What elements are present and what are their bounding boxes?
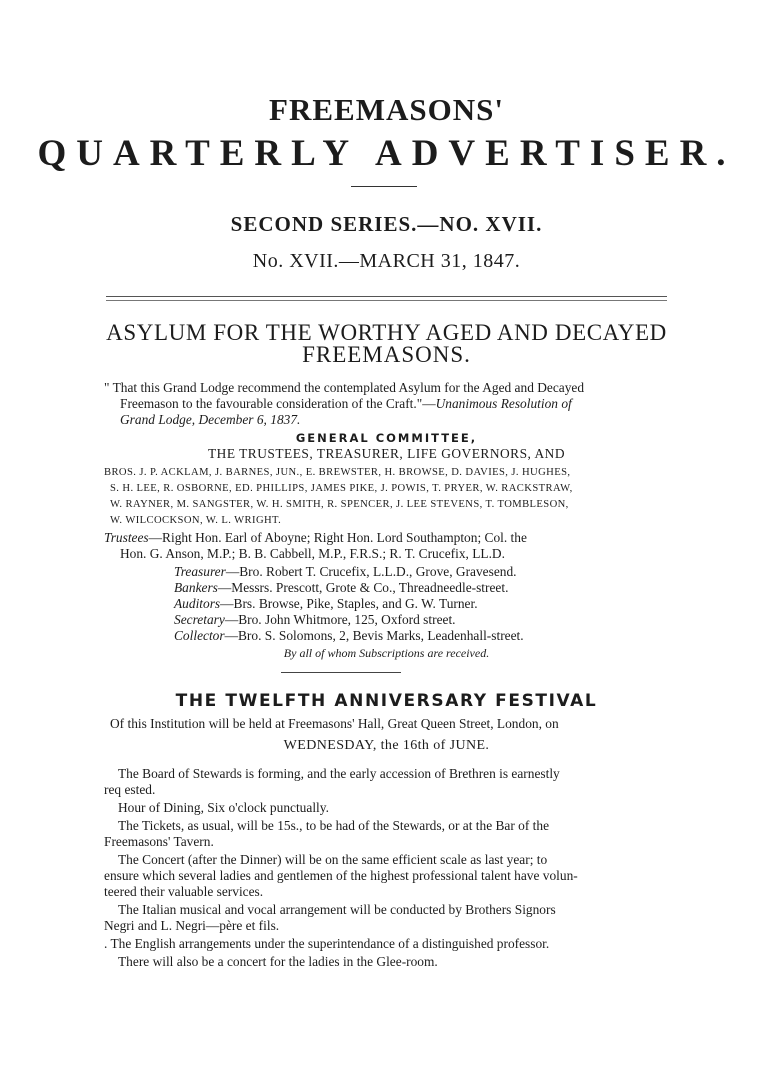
section-divider — [281, 672, 401, 673]
double-rule-top — [106, 296, 667, 297]
brothers-line-4: W. WILCOCKSON, W. L. WRIGHT. — [110, 515, 282, 526]
festival-date: WEDNESDAY, the 16th of JUNE. — [283, 738, 490, 753]
masthead-subtitle: QUARTERLY ADVERTISER. — [37, 133, 736, 174]
festival-heading: THE TWELFTH ANNIVERSARY FESTIVAL — [175, 691, 598, 711]
festival-line-6: The Tickets, as usual, will be 15s., to be had of the Stewards, or at the Bar of the — [118, 818, 550, 833]
masthead-title: FREEMASONS' — [269, 92, 504, 127]
festival-line-5: Hour of Dining, Six o'clock punctually. — [118, 800, 329, 815]
officer-secretary: Secretary—Bro. John Whitmore, 125, Oxford street. — [174, 612, 456, 627]
trustees-line-2: Hon. G. Anson, M.P.; B. B. Cabbell, M.P., F.R.S.; R. T. Crucefix, LL.D. — [120, 546, 505, 561]
asylum-heading: ASYLUM FOR THE WORTHY AGED AND DECAYED — [106, 320, 667, 345]
asylum-heading-2: FREEMASONS. — [302, 342, 471, 367]
brothers-line-2: S. H. LEE, R. OSBORNE, ED. PHILLIPS, JAMES PIKE, J. POWIS, T. PRYER, W. RACKSTRAW, — [110, 483, 573, 494]
resolution-quote-2: Freemason to the favourable consideration of the Craft."—Unanimous Resolution of — [120, 396, 572, 411]
trustees-treasurer-line: THE TRUSTEES, TREASURER, LIFE GOVERNORS, AND — [207, 446, 566, 461]
double-rule-bottom — [106, 300, 667, 301]
festival-line-14: There will also be a concert for the ladies in the Glee-room. — [118, 954, 438, 969]
resolution-quote-3: Grand Lodge, December 6, 1837. — [120, 412, 301, 427]
trustees-line-1: Trustees—Right Hon. Earl of Aboyne; Right Hon. Lord Southampton; Col. the — [104, 530, 527, 545]
series-line: SECOND SERIES.—NO. XVII. — [230, 212, 543, 236]
festival-line-7: Freemasons' Tavern. — [104, 834, 214, 849]
resolution-quote-1: " That this Grand Lodge recommend the contemplated Asylum for the Aged and Decayed — [104, 380, 585, 395]
brothers-line-3: W. RAYNER, M. SANGSTER, W. H. SMITH, R. SPENCER, J. LEE STEVENS, T. TOMBLESON, — [110, 499, 569, 510]
officer-treasurer: Treasurer—Bro. Robert T. Crucefix, L.L.D., Grove, Gravesend. — [174, 564, 517, 579]
masthead-rule — [351, 186, 417, 187]
festival-line-4: req ested. — [104, 782, 156, 797]
festival-line-12: Negri and L. Negri—père et fils. — [104, 918, 280, 933]
festival-line-9: ensure which several ladies and gentlemen of the highest professional talent have volun- — [104, 868, 578, 883]
brothers-line-1: BROS. J. P. ACKLAM, J. BARNES, JUN., E. BREWSTER, H. BROWSE, D. DAVIES, J. HUGHES, — [104, 467, 571, 478]
officer-collector: Collector—Bro. S. Solomons, 2, Bevis Marks, Leadenhall-street. — [174, 628, 524, 643]
general-committee-heading: GENERAL COMMITTEE, — [295, 431, 478, 445]
festival-line-3: The Board of Stewards is forming, and the early accession of Brethren is earnestly — [118, 766, 560, 781]
officer-auditors: Auditors—Brs. Browse, Pike, Staples, and G. W. Turner. — [174, 596, 478, 611]
festival-line-10: teered their valuable services. — [104, 884, 264, 899]
festival-line-8: The Concert (after the Dinner) will be on the same efficient scale as last year; to — [118, 852, 548, 867]
issue-dateline: No. XVII.—MARCH 31, 1847. — [252, 250, 521, 272]
officer-bankers: Bankers—Messrs. Prescott, Grote & Co., Threadneedle-street. — [174, 580, 509, 595]
festival-line-11: The Italian musical and vocal arrangement will be conducted by Brothers Signors — [118, 902, 556, 917]
festival-line-13: . The English arrangements under the superintendance of a distinguished professor. — [104, 936, 550, 951]
subscriptions-note: By all of whom Subscriptions are received. — [283, 646, 490, 660]
festival-line-1: Of this Institution will be held at Freemasons' Hall, Great Queen Street, London, on — [110, 716, 559, 731]
